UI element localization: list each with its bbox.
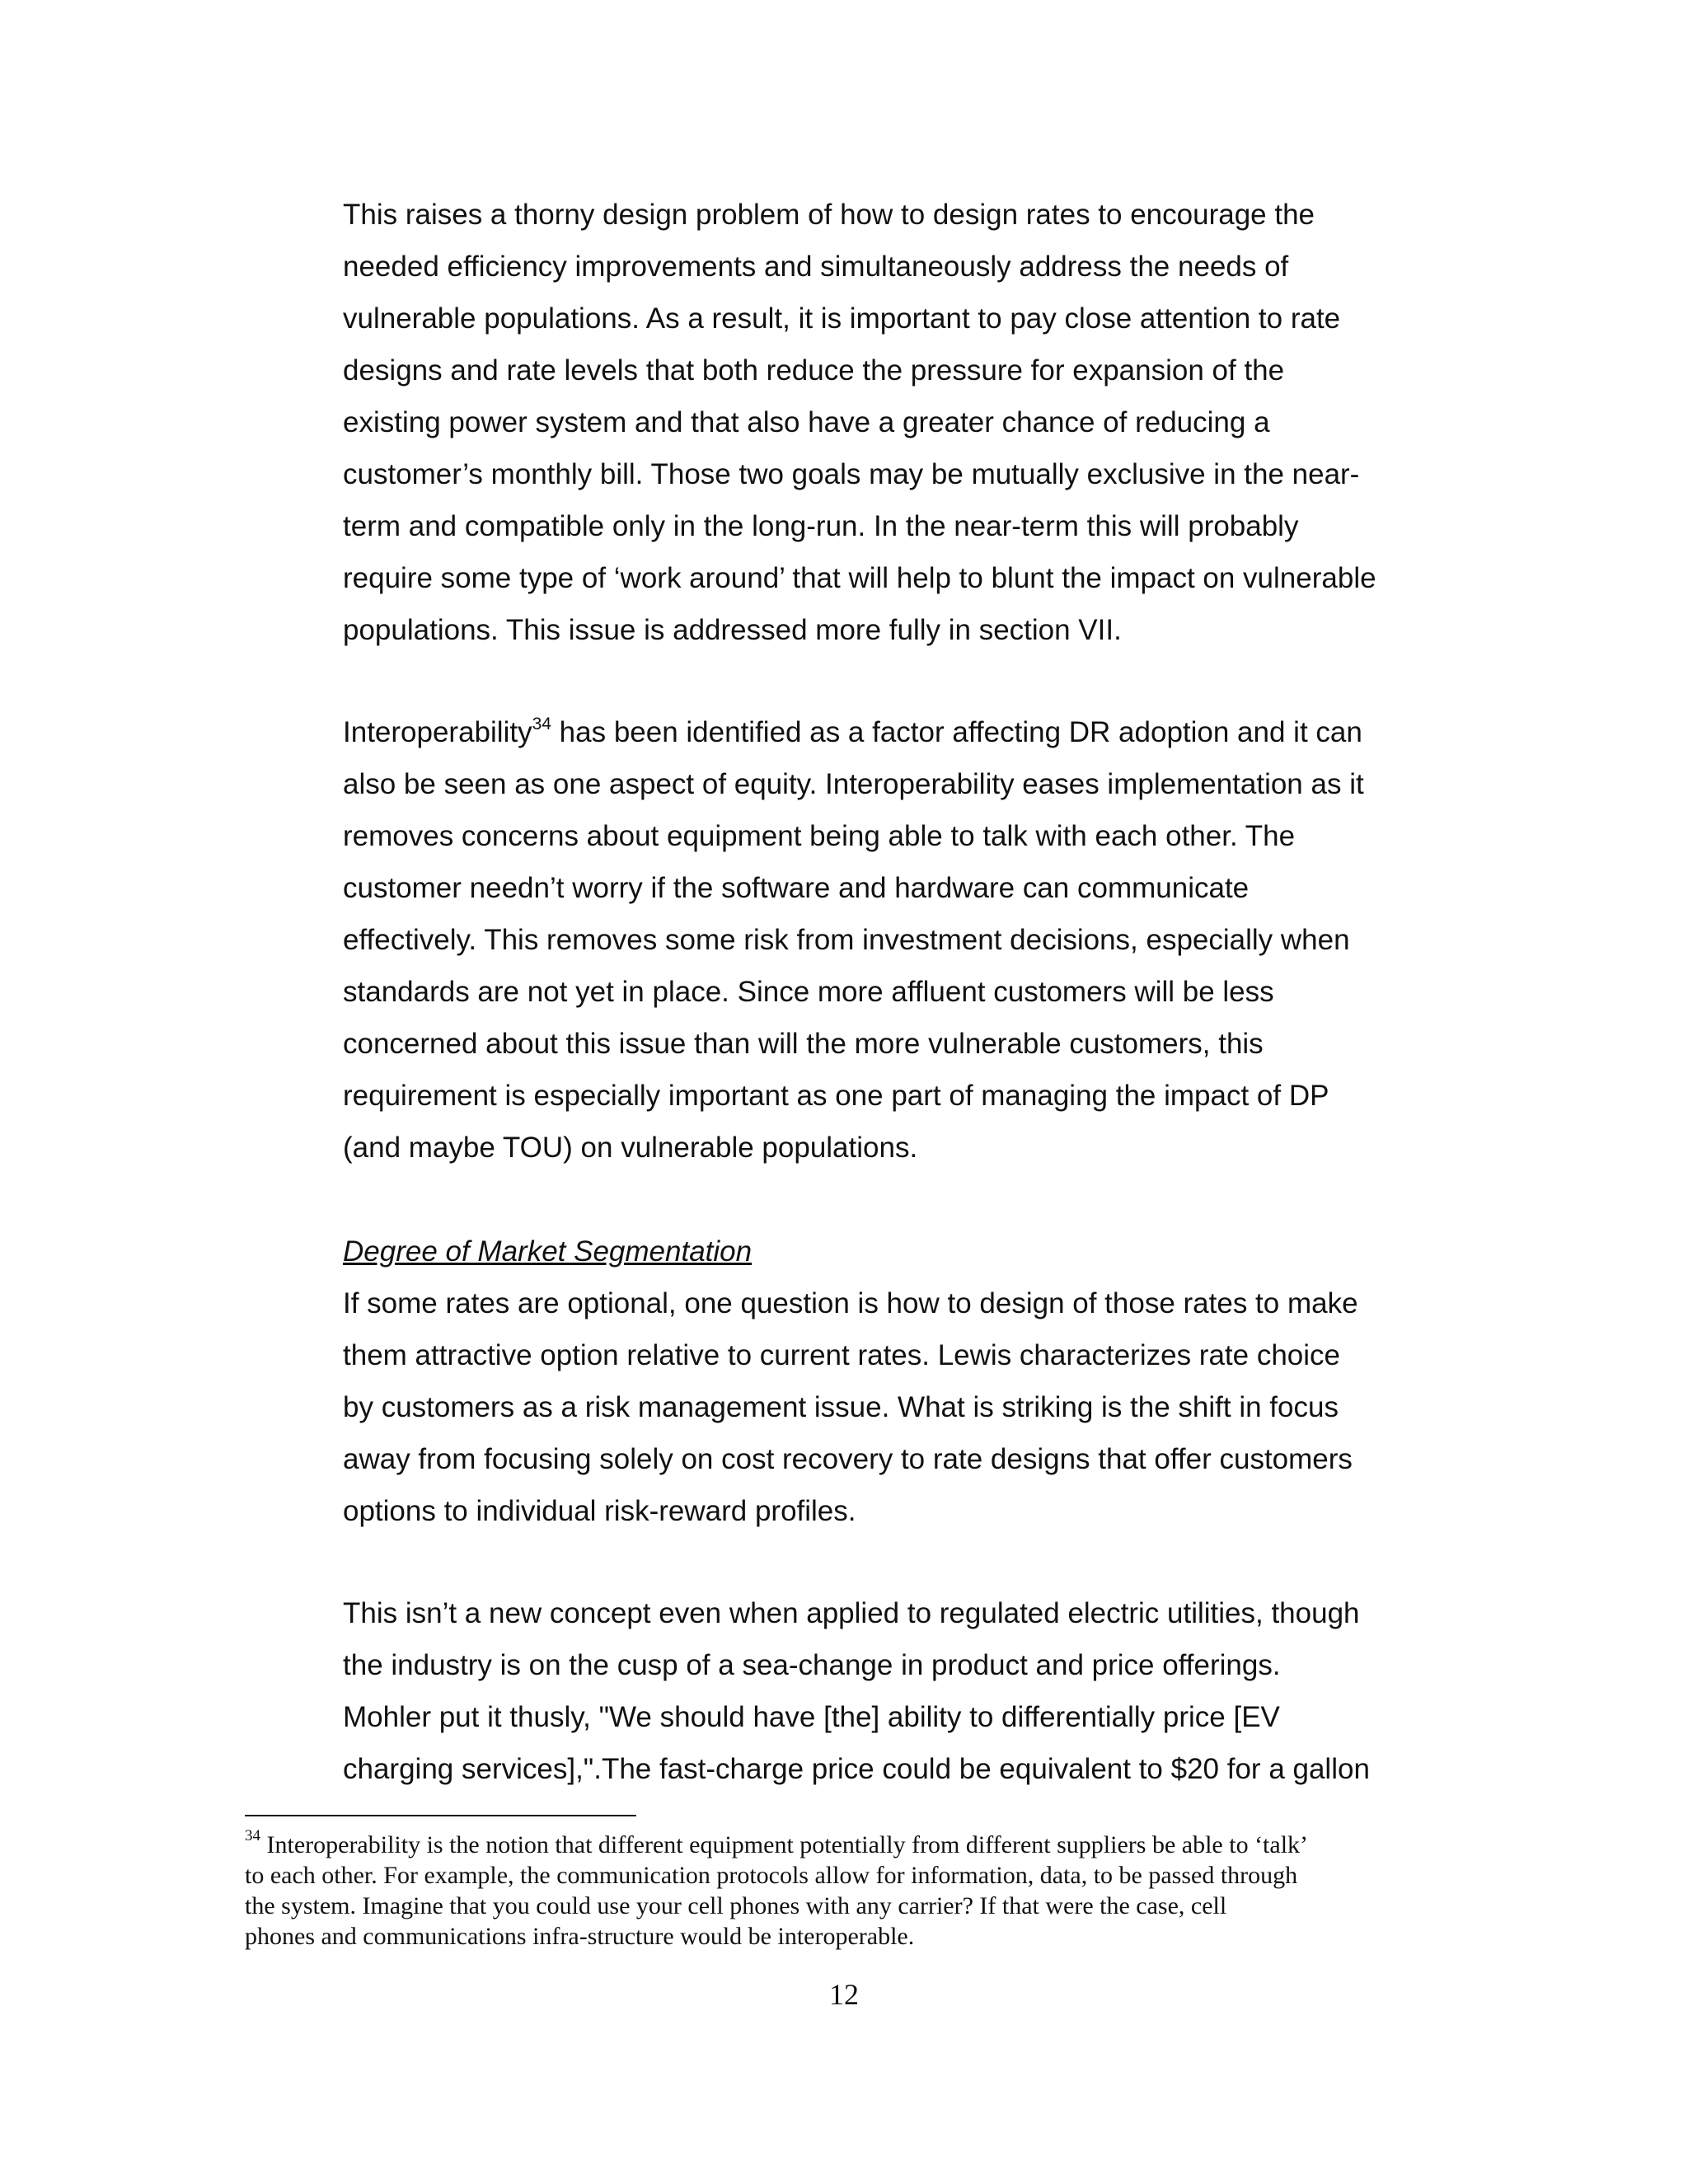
text-line: existing power system and that also have a greater chance of reducing a [343, 406, 1270, 438]
footnote-line [245, 1827, 1415, 1860]
footnote-separator [245, 1815, 636, 1816]
paragraph-new-concept [343, 1587, 1431, 1795]
text-line [343, 706, 1431, 758]
text-line: (and maybe TOU) on vulnerable populations. [343, 1132, 918, 1164]
text-line: This raises a thorny design problem of how to design rates to encourage the [343, 199, 1315, 231]
text-line: require some type of ‘work around’ that will help to blunt the impact on vulnerable [343, 562, 1376, 594]
text-line: effectively. This removes some risk from investment decisions, especially when [343, 924, 1350, 956]
text-line: charging services],".The fast-charge price could be equivalent to $20 for a gallon [343, 1753, 1370, 1785]
text-line: them attractive option relative to current rates. Lewis characterizes rate choice [343, 1339, 1340, 1371]
text-line: requirement is especially important as one part of managing the impact of DP [343, 1080, 1329, 1112]
paragraph-rate-design [343, 189, 1431, 656]
text-line: also be seen as one aspect of equity. Interoperability eases implementation as it [343, 768, 1364, 800]
paragraph-interoperability [343, 706, 1431, 1174]
footnote-line: phones and communications infra-structure would be interoperable. [245, 1923, 915, 1950]
footnote-line: the system. Imagine that you could use your cell phones with any carrier? If that were the case, cell [245, 1892, 1227, 1919]
text-line: standards are not yet in place. Since more affluent customers will be less [343, 976, 1274, 1008]
text-line: options to individual risk-reward profiles. [343, 1495, 856, 1527]
text-line: away from focusing solely on cost recovery to rate designs that offer customers [343, 1443, 1353, 1475]
page-number: 12 [829, 1978, 859, 2011]
text-line: the industry is on the cusp of a sea-change in product and price offerings. [343, 1649, 1281, 1681]
text-line: Mohler put it thusly, "We should have [the] ability to differentially price [EV [343, 1701, 1280, 1733]
text-line: by customers as a risk management issue. What is striking is the shift in focus [343, 1391, 1339, 1423]
text-line: customer’s monthly bill. Those two goals may be mutually exclusive in the near- [343, 458, 1360, 490]
text-line: This isn’t a new concept even when applied to regulated electric utilities, though [343, 1597, 1360, 1629]
text-line: populations. This issue is addressed more fully in section VII. [343, 614, 1122, 646]
paragraph-optional-rates [343, 1277, 1431, 1537]
text-line: needed efficiency improvements and simultaneously address the needs of [343, 251, 1289, 283]
text-line: designs and rate levels that both reduce the pressure for expansion of the [343, 354, 1285, 387]
footnote-number: 34 [245, 1827, 260, 1844]
footnote-line: to each other. For example, the communication protocols allow for information, data, to be passed through [245, 1862, 1298, 1889]
text-line: removes concerns about equipment being able to talk with each other. The [343, 820, 1296, 852]
footnote-text: Interoperability is the notion that different equipment potentially from different suppliers be able to ‘talk’ [260, 1831, 1309, 1858]
section-heading [343, 1226, 1431, 1277]
text-line: customer needn’t worry if the software and hardware can communicate [343, 872, 1250, 904]
text-line: vulnerable populations. As a result, it is important to pay close attention to rate [343, 302, 1341, 335]
text-line-rest: has been identified as a factor affecting DR adoption and it can [551, 716, 1362, 748]
interoperability-term: Interoperability [343, 716, 532, 748]
footnote-reference[interactable]: 34 [532, 715, 551, 734]
section-heading-text: Degree of Market Segmentation [343, 1235, 753, 1268]
text-line: If some rates are optional, one question is how to design of those rates to make [343, 1287, 1358, 1319]
footnote [245, 1827, 1415, 1952]
text-line: term and compatible only in the long-run. In the near-term this will probably [343, 510, 1299, 542]
text-line: concerned about this issue than will the more vulnerable customers, this [343, 1028, 1264, 1060]
